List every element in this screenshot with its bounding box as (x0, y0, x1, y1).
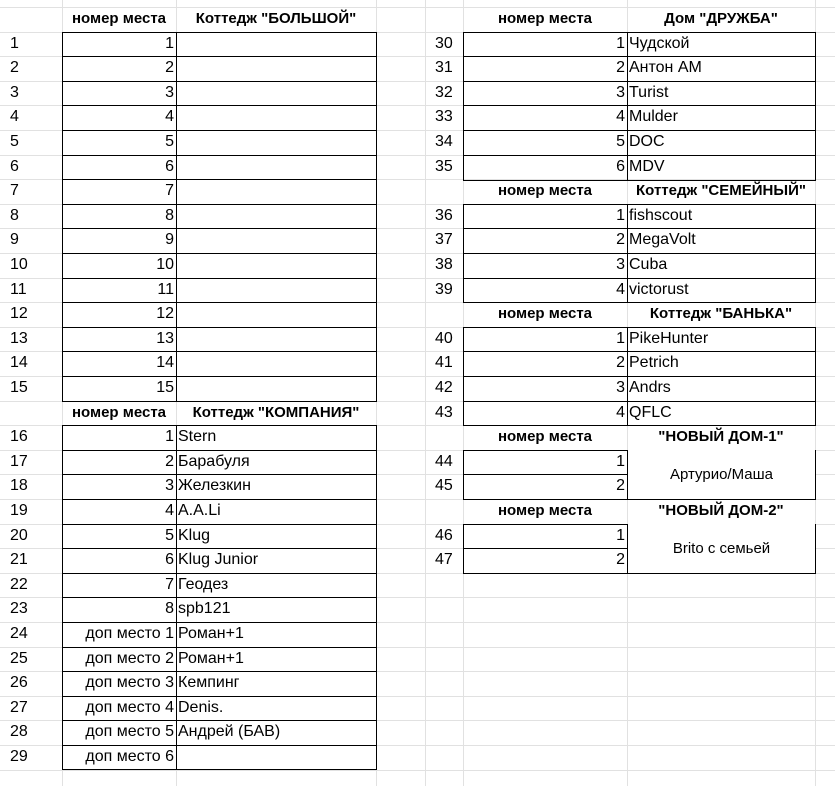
place-number-cell[interactable]: 11 (157, 281, 174, 298)
row-number: 1 (10, 35, 19, 52)
row-number: 28 (10, 723, 28, 740)
row-number: 39 (435, 281, 453, 298)
guest-name-cell[interactable] (176, 278, 376, 302)
guest-name-cell[interactable] (176, 155, 376, 179)
row-border (62, 302, 377, 303)
guest-name-cell[interactable]: Andrs (629, 379, 671, 396)
place-number-cell[interactable]: доп место 5 (85, 723, 174, 740)
guest-name-cell[interactable]: Mulder (629, 108, 678, 125)
place-number-cell[interactable]: доп место 6 (85, 748, 174, 765)
place-number-cell[interactable]: 6 (165, 158, 174, 175)
row-number: 23 (10, 600, 28, 617)
row-number: 17 (10, 453, 28, 470)
merged-guest-name-cell[interactable]: Brito с семьей (628, 524, 815, 573)
header-house-name: "НОВЫЙ ДОМ-2" (658, 502, 784, 519)
place-number-cell[interactable]: 5 (165, 133, 174, 150)
row-border (62, 56, 377, 57)
row-border (62, 450, 377, 451)
guest-name-cell[interactable]: Кемпинг (178, 674, 240, 691)
header-place-number: номер места (497, 182, 593, 199)
guest-name-cell[interactable]: Petrich (629, 354, 679, 371)
place-number-cell[interactable]: 1 (616, 207, 625, 224)
row-number: 13 (10, 330, 28, 347)
grid-row-line (0, 770, 835, 771)
row-number: 7 (10, 182, 19, 199)
place-number-cell[interactable]: 4 (165, 502, 174, 519)
row-number: 30 (435, 35, 453, 52)
row-number: 42 (435, 379, 453, 396)
row-number: 11 (10, 281, 27, 298)
row-border (62, 376, 377, 377)
place-number-cell[interactable]: 1 (165, 35, 174, 52)
row-number: 25 (10, 650, 28, 667)
guest-name-cell[interactable]: PikeHunter (629, 330, 709, 347)
row-number: 26 (10, 674, 28, 691)
place-number-cell[interactable]: доп место 3 (85, 674, 174, 691)
row-border (463, 228, 816, 229)
guest-name-cell[interactable]: Cuba (629, 256, 668, 273)
guest-name-cell[interactable] (176, 351, 376, 375)
header-house-name: "НОВЫЙ ДОМ-1" (658, 428, 784, 445)
place-number-cell[interactable]: 1 (616, 35, 625, 52)
header-place-number: номер места (71, 404, 167, 421)
row-border (62, 105, 377, 106)
guest-name-cell[interactable] (176, 105, 376, 129)
header-house-name: Коттедж "БОЛЬШОЙ" (195, 10, 357, 27)
row-number: 22 (10, 576, 28, 593)
row-border (463, 56, 816, 57)
row-number: 2 (10, 59, 19, 76)
row-number: 5 (10, 133, 19, 150)
row-border (463, 376, 816, 377)
row-number: 41 (435, 354, 453, 371)
row-border (62, 228, 377, 229)
row-border (62, 622, 377, 623)
row-number: 37 (435, 231, 453, 248)
row-number: 18 (10, 477, 28, 494)
guest-name-cell[interactable]: DOC (629, 133, 665, 150)
place-number-cell[interactable]: 1 (616, 453, 625, 470)
guest-name-cell[interactable]: spb121 (178, 600, 231, 617)
header-place-number: номер места (497, 502, 593, 519)
place-number-cell[interactable]: 9 (165, 231, 174, 248)
row-number: 46 (435, 527, 453, 544)
row-border (62, 499, 377, 500)
row-number: 36 (435, 207, 453, 224)
row-border (62, 179, 377, 180)
row-number: 15 (10, 379, 28, 396)
header-place-number: номер места (71, 10, 167, 27)
header-house-name: Дом "ДРУЖБА" (664, 10, 778, 27)
guest-name-cell[interactable] (176, 81, 376, 105)
place-number-cell[interactable]: 15 (156, 379, 174, 396)
row-border (463, 278, 816, 279)
row-number: 20 (10, 527, 28, 544)
row-number: 47 (435, 551, 453, 568)
place-number-cell[interactable]: 2 (616, 477, 625, 494)
guest-name-cell[interactable]: Антон АМ (629, 59, 702, 76)
place-number-cell[interactable]: доп место 1 (85, 625, 174, 642)
place-number-cell[interactable]: 6 (165, 551, 174, 568)
row-border (463, 105, 816, 106)
place-number-cell[interactable]: 1 (616, 527, 625, 544)
guest-name-cell[interactable]: Stern (178, 428, 217, 445)
place-number-cell[interactable]: 2 (616, 551, 625, 568)
guest-name-cell[interactable]: Железкин (178, 477, 251, 494)
header-house-name: Коттедж "БАНЬКА" (649, 305, 793, 322)
row-border (62, 351, 377, 352)
guest-name-cell[interactable] (176, 204, 376, 228)
column-border (627, 327, 628, 426)
place-number-cell[interactable]: 2 (616, 354, 625, 371)
place-number-cell[interactable]: 4 (616, 281, 625, 298)
place-number-cell[interactable]: 6 (616, 158, 625, 175)
row-border (62, 548, 377, 549)
row-border (62, 573, 377, 574)
row-number: 32 (435, 84, 453, 101)
row-border (62, 474, 377, 475)
guest-name-cell[interactable]: Геодез (178, 576, 229, 593)
merged-guest-name-cell[interactable]: Артурио/Маша (628, 450, 815, 499)
header-house-name: Коттедж "СЕМЕЙНЫЙ" (636, 182, 806, 199)
row-number: 43 (435, 404, 453, 421)
row-border (463, 81, 816, 82)
guest-name-cell[interactable]: Андрей (БАВ) (178, 723, 281, 740)
place-number-cell[interactable]: 5 (165, 527, 174, 544)
place-number-cell[interactable]: 2 (165, 453, 174, 470)
row-border (62, 278, 377, 279)
place-number-cell[interactable]: 8 (165, 207, 174, 224)
guest-name-cell[interactable]: Чудской (629, 35, 690, 52)
row-number: 3 (10, 84, 19, 101)
guest-name-cell[interactable]: fishscout (629, 207, 693, 224)
row-number: 40 (435, 330, 453, 347)
row-number: 29 (10, 748, 28, 765)
row-border (62, 597, 377, 598)
row-number: 35 (435, 158, 453, 175)
row-border (463, 401, 816, 402)
guest-name-cell[interactable]: victorust (629, 281, 689, 298)
guest-name-cell[interactable]: Klug (178, 527, 211, 544)
place-number-cell[interactable]: 2 (616, 231, 625, 248)
row-number: 12 (10, 305, 28, 322)
guest-name-cell[interactable]: QFLC (629, 404, 672, 421)
column-border (176, 32, 177, 402)
guest-name-cell[interactable]: Denis. (178, 699, 224, 716)
row-number: 31 (435, 59, 453, 76)
row-number: 33 (435, 108, 453, 125)
header-house-name: Коттедж "КОМПАНИЯ" (192, 404, 360, 421)
guest-name-cell[interactable] (176, 253, 376, 277)
place-number-cell[interactable]: 4 (616, 108, 625, 125)
row-number: 4 (10, 108, 19, 125)
place-number-cell[interactable]: 2 (165, 59, 174, 76)
row-border (62, 81, 377, 82)
row-number: 14 (10, 354, 28, 371)
row-number: 38 (435, 256, 453, 273)
row-border (62, 524, 377, 525)
place-number-cell[interactable]: 12 (156, 305, 174, 322)
place-number-cell[interactable]: 3 (616, 84, 625, 101)
row-number: 9 (10, 231, 19, 248)
header-place-number: номер места (497, 10, 593, 27)
row-border (62, 745, 377, 746)
row-border (463, 130, 816, 131)
place-number-cell[interactable]: 4 (165, 108, 174, 125)
place-number-cell[interactable]: доп место 2 (85, 650, 174, 667)
row-border (62, 696, 377, 697)
place-number-cell[interactable]: 1 (165, 428, 174, 445)
row-border (62, 671, 377, 672)
column-border (627, 204, 628, 303)
row-border (62, 204, 377, 205)
column-border (627, 32, 628, 181)
guest-name-cell[interactable] (176, 302, 376, 326)
guest-name-cell[interactable] (176, 745, 376, 769)
row-number: 44 (435, 453, 453, 470)
place-number-cell[interactable]: 10 (156, 256, 174, 273)
place-number-cell[interactable]: 8 (165, 600, 174, 617)
row-number: 45 (435, 477, 453, 494)
guest-name-cell[interactable] (176, 56, 376, 80)
guest-name-cell[interactable]: Turist (629, 84, 669, 101)
place-number-cell[interactable]: 3 (616, 379, 625, 396)
row-border (62, 647, 377, 648)
guest-name-cell[interactable]: Барабуля (178, 453, 250, 470)
place-number-cell[interactable]: 14 (156, 354, 174, 371)
header-place-number: номер места (497, 428, 593, 445)
row-border (463, 351, 816, 352)
guest-name-cell[interactable]: Роман+1 (178, 625, 244, 642)
guest-name-cell[interactable] (176, 327, 376, 351)
row-border (463, 155, 816, 156)
place-number-cell[interactable]: 4 (616, 404, 625, 421)
place-number-cell[interactable]: 3 (165, 84, 174, 101)
guest-name-cell[interactable] (176, 228, 376, 252)
place-number-cell[interactable]: 5 (616, 133, 625, 150)
guest-name-cell[interactable]: Роман+1 (178, 650, 244, 667)
header-place-number: номер места (497, 305, 593, 322)
place-number-cell[interactable]: 13 (156, 330, 174, 347)
row-number: 6 (10, 158, 19, 175)
guest-name-cell[interactable]: Klug Junior (178, 551, 259, 568)
guest-name-cell[interactable] (176, 130, 376, 154)
row-number: 34 (435, 133, 453, 150)
guest-name-cell[interactable] (176, 376, 376, 400)
row-border (62, 327, 377, 328)
row-border (463, 253, 816, 254)
guest-name-cell[interactable] (176, 32, 376, 56)
place-number-cell[interactable]: 2 (616, 59, 625, 76)
place-number-cell[interactable]: 7 (165, 182, 174, 199)
row-number: 10 (10, 256, 28, 273)
place-number-cell[interactable]: 3 (616, 256, 625, 273)
guest-name-cell[interactable]: MegaVolt (629, 231, 696, 248)
row-number: 21 (10, 551, 28, 568)
place-number-cell[interactable]: 7 (165, 576, 174, 593)
row-border (62, 130, 377, 131)
guest-name-cell[interactable]: MDV (629, 158, 665, 175)
column-border (176, 425, 177, 770)
guest-name-cell[interactable] (176, 179, 376, 203)
place-number-cell[interactable]: 1 (616, 330, 625, 347)
row-number: 27 (10, 699, 28, 716)
place-number-cell[interactable]: доп место 4 (85, 699, 174, 716)
row-number: 8 (10, 207, 19, 224)
row-border (62, 155, 377, 156)
guest-name-cell[interactable]: A.A.Li (178, 502, 221, 519)
row-number: 16 (10, 428, 28, 445)
row-border (62, 720, 377, 721)
grid-column-line (376, 0, 377, 786)
place-number-cell[interactable]: 3 (165, 477, 174, 494)
row-border (62, 253, 377, 254)
row-number: 19 (10, 502, 28, 519)
grid-column-line (815, 0, 816, 786)
row-number: 24 (10, 625, 28, 642)
